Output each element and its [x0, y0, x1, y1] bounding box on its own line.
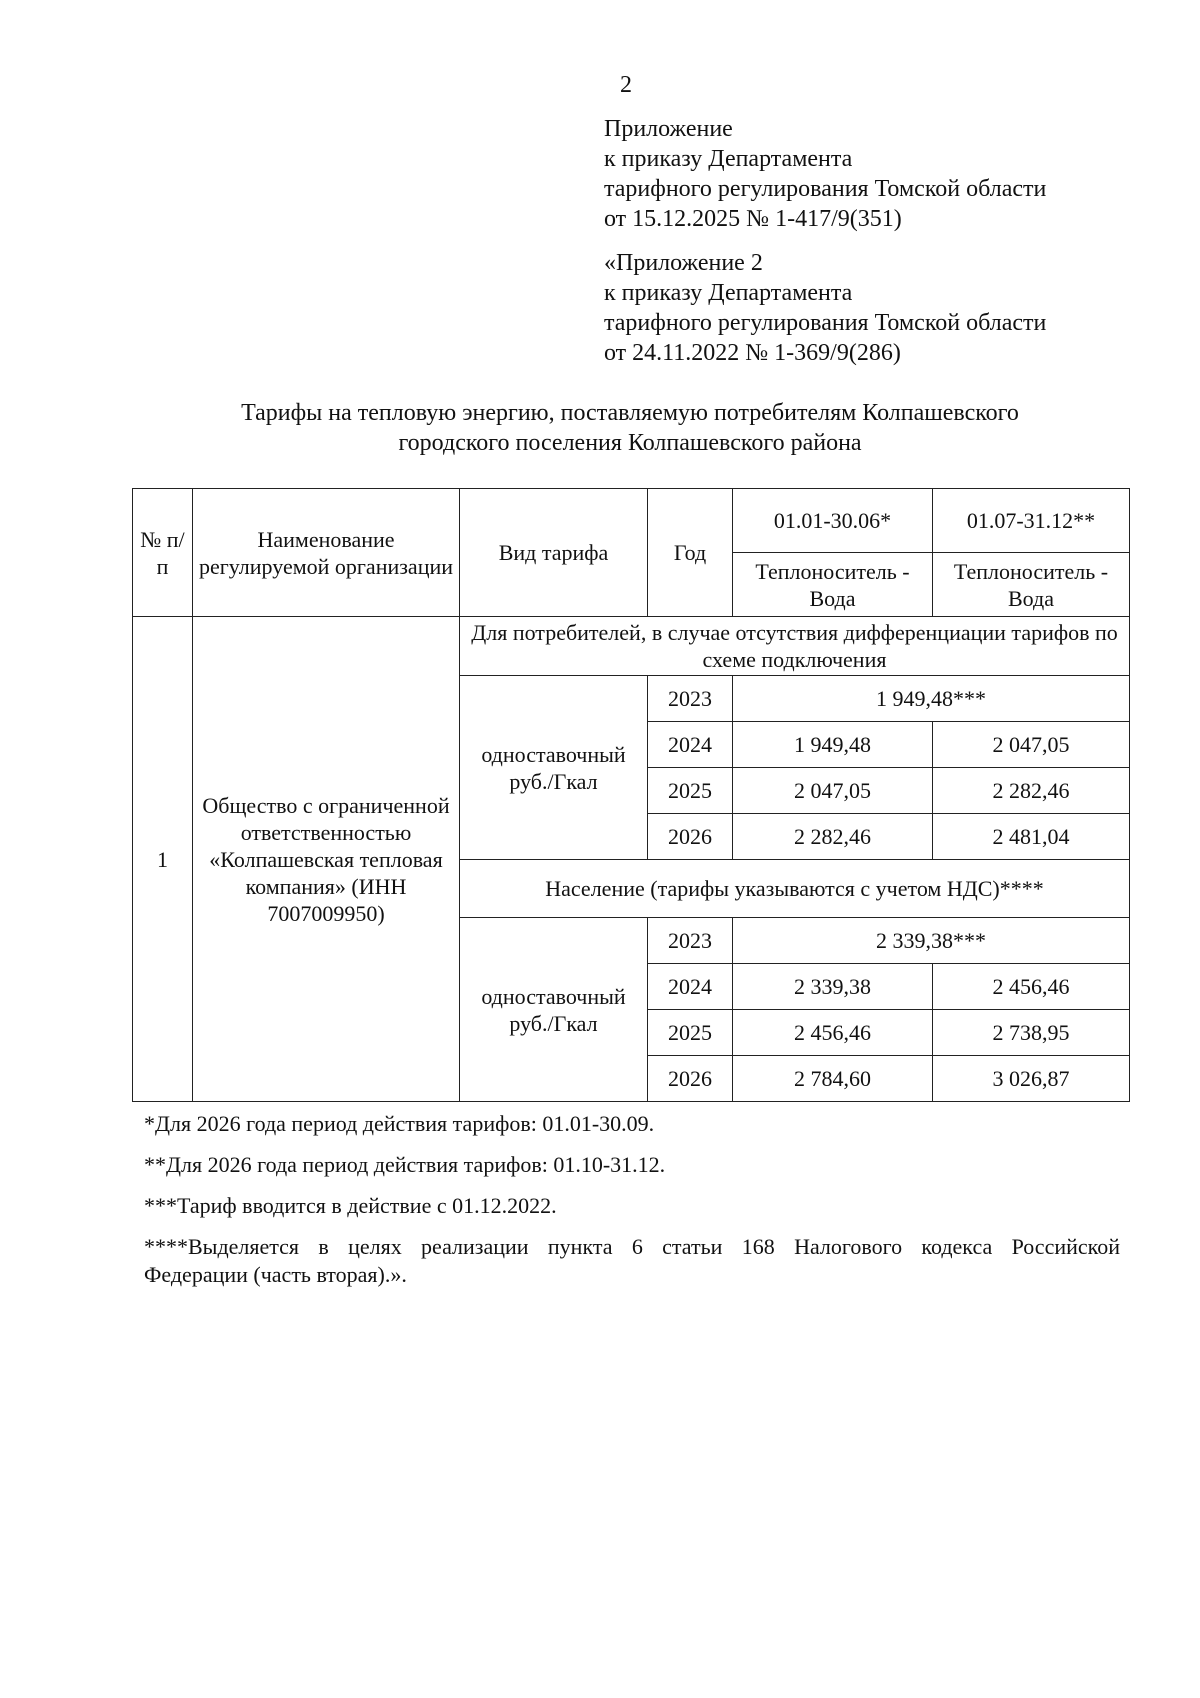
appendix-quote: [604, 248, 1046, 368]
appendix-quote-line: тарифного регулирования Томской области: [604, 310, 1047, 336]
header-year: Год: [648, 489, 733, 617]
section-title-consumers: Для потребителей, в случае отсутствия дифференциации тарифов по схеме подключения: [460, 617, 1130, 676]
appendix-quote-line: от 24.11.2022 № 1-369/9(286): [604, 340, 901, 366]
tariff-value-h1: 2 339,38: [733, 964, 933, 1010]
footnote-2: **Для 2026 года период действия тарифов: 01.10-31.12.: [144, 1152, 666, 1177]
tariff-value-h2: 2 481,04: [933, 814, 1130, 860]
header-tariff-type: Вид тарифа: [460, 489, 648, 617]
section-title-population: Население (тарифы указываются с учетом НДС)****: [460, 860, 1130, 918]
year-cell: 2025: [648, 1010, 733, 1056]
header-organization: Наименование регулируемой организации: [193, 489, 460, 617]
footnote-4-line-1: ****Выделяется в целях реализации пункта 6 статьи 168 Налогового кодекса Российской: [144, 1234, 1120, 1259]
tariff-value-h2: 2 282,46: [933, 768, 1130, 814]
tariff-value-h2: 3 026,87: [933, 1056, 1130, 1102]
appendix-line: к приказу Департамента: [604, 146, 853, 172]
appendix-quote-line: к приказу Департамента: [604, 280, 853, 306]
year-cell: 2024: [648, 722, 733, 768]
tariff-table: [132, 488, 1130, 1102]
tariff-value-h1: 2 282,46: [733, 814, 933, 860]
tariff-value-h1: 1 949,48: [733, 722, 933, 768]
appendix-line: Приложение: [604, 116, 733, 142]
footnote-3: ***Тариф вводится в действие с 01.12.2022.: [144, 1193, 557, 1218]
header-carrier-2: Теплоноситель - Вода: [933, 553, 1130, 617]
tariff-value-h1: 2 047,05: [733, 768, 933, 814]
year-cell: 2025: [648, 768, 733, 814]
tariff-type-label: одноставочный руб./Гкал: [460, 676, 648, 860]
tariff-value-merged: 2 339,38***: [733, 918, 1130, 964]
year-cell: 2024: [648, 964, 733, 1010]
row-number: 1: [133, 617, 193, 1102]
tariff-value-h2: 2 047,05: [933, 722, 1130, 768]
year-cell: 2023: [648, 676, 733, 722]
title-line: Тарифы на тепловую энергию, поставляемую потребителям Колпашевского: [241, 400, 1019, 426]
title-line: городского поселения Колпашевского района: [398, 430, 862, 456]
footnote-4-line-2: Федерации (часть вторая).».: [144, 1262, 407, 1287]
document-title: [132, 398, 1128, 458]
tariff-value-h1: 2 784,60: [733, 1056, 933, 1102]
tariff-value-h2: 2 456,46: [933, 964, 1130, 1010]
year-cell: 2026: [648, 1056, 733, 1102]
organization-name: Общество с ограниченной ответственностью «Колпашевская тепловая компания» (ИНН 7007009950): [193, 617, 460, 1102]
appendix-line: тарифного регулирования Томской области: [604, 176, 1047, 202]
year-cell: 2023: [648, 918, 733, 964]
appendix-header: [604, 114, 1046, 234]
header-period-2: 01.07-31.12**: [933, 489, 1130, 553]
tariff-value-h1: 2 456,46: [733, 1010, 933, 1056]
tariff-value-h2: 2 738,95: [933, 1010, 1130, 1056]
year-cell: 2026: [648, 814, 733, 860]
footnote-1: *Для 2026 года период действия тарифов: 01.01-30.09.: [144, 1111, 655, 1136]
appendix-line: от 15.12.2025 № 1-417/9(351): [604, 206, 902, 232]
header-period-1: 01.01-30.06*: [733, 489, 933, 553]
tariff-value-merged: 1 949,48***: [733, 676, 1130, 722]
page-number: 2: [620, 72, 632, 98]
footnotes: [144, 1110, 1120, 1302]
appendix-quote-line: «Приложение 2: [604, 250, 763, 276]
tariff-type-label: одноставочный руб./Гкал: [460, 918, 648, 1102]
header-carrier-1: Теплоноситель - Вода: [733, 553, 933, 617]
header-num: № п/п: [133, 489, 193, 617]
